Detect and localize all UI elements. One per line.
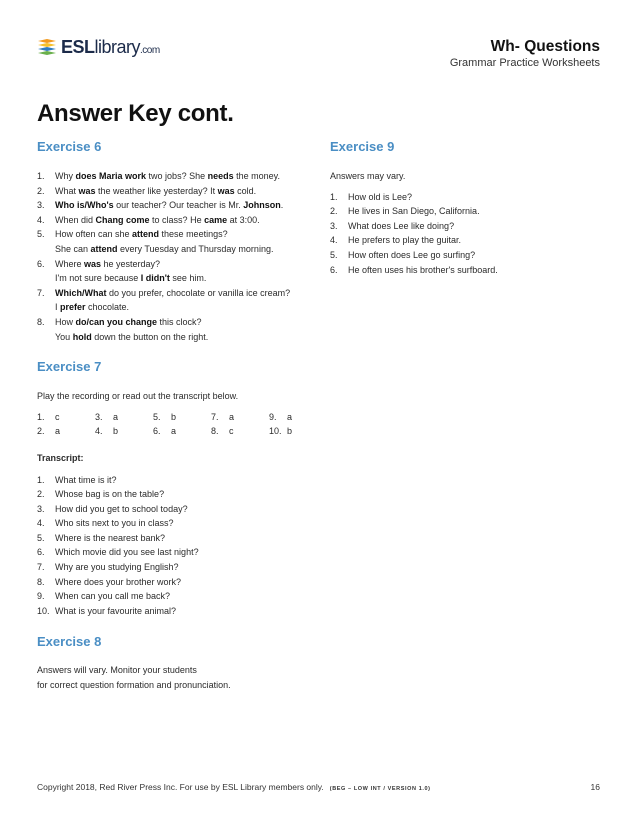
exercise-9-title: Exercise 9 [330, 139, 395, 154]
sentence-text: cold. [234, 185, 257, 196]
answer-number: 10. [269, 426, 282, 437]
answer-cell [211, 424, 269, 439]
answer-bold-text: I didn't [140, 273, 170, 284]
item-number: 8. [37, 316, 45, 327]
copyright-text: Copyright 2018, Red River Press Inc. For use by ESL Library members only. [37, 782, 324, 792]
item-text [55, 213, 307, 228]
sentence-text: to class? He [149, 214, 205, 225]
item-number: 2. [330, 206, 338, 217]
transcript-item [37, 604, 307, 619]
list-item [37, 213, 307, 228]
list-item [37, 198, 307, 213]
sentence-text: every Tuesday and Thursday morning. [117, 243, 274, 254]
list-item-continuation [37, 271, 307, 286]
answer-letter: b [171, 411, 177, 422]
item-number: 9. [37, 591, 45, 602]
exercise-8-text [37, 663, 307, 692]
item-text [55, 198, 307, 213]
answer-cell [37, 424, 95, 439]
sentence-text: this clock? [157, 316, 202, 327]
item-number: 7. [37, 562, 45, 573]
item-number: 6. [330, 264, 338, 275]
answer-cell [153, 410, 211, 425]
list-item [37, 315, 307, 330]
sentence-text: at 3:00. [227, 214, 260, 225]
item-text: How often does Lee go surfing? [348, 249, 476, 260]
sentence-text: How [55, 316, 76, 327]
sentence-text: the money. [233, 171, 280, 181]
sentence-text: You [55, 331, 73, 342]
answer-letter: b [287, 426, 293, 437]
answer-bold-text: was [84, 258, 102, 269]
item-number: 4. [37, 518, 45, 529]
list-item [37, 286, 307, 301]
item-text [55, 315, 307, 330]
sentence-text: two jobs? She [146, 171, 208, 181]
transcript-item [37, 516, 307, 531]
sentence-text: I'm not sure because [55, 273, 141, 284]
item-text: He often uses his brother's surfboard. [348, 264, 498, 275]
item-text [55, 257, 307, 272]
item-text [55, 271, 307, 286]
answer-bold-text: Johnson [243, 200, 281, 211]
answer-letter: a [55, 426, 61, 437]
item-number: 6. [37, 547, 45, 558]
answer-cell [95, 424, 153, 439]
answer-cell [269, 410, 327, 425]
transcript-item [37, 589, 307, 604]
book-stack-icon [37, 38, 57, 56]
sentence-text: What [55, 185, 79, 196]
right-column [330, 138, 600, 277]
answer-bold-text: do/can you change [75, 316, 158, 327]
answer-number: 2. [37, 426, 45, 437]
sentence-text: chocolate. [85, 302, 130, 313]
item-text: Why are you studying English? [55, 562, 179, 573]
list-item [330, 190, 600, 205]
answer-bold-text: attend [90, 243, 118, 254]
answer-letter: a [113, 411, 119, 422]
answer-number: 9. [269, 411, 277, 422]
list-item [37, 169, 307, 184]
answer-bold-text: came [204, 214, 228, 225]
answer-cell [153, 424, 211, 439]
exercise-8-line: Answers will vary. Monitor your students [37, 665, 197, 676]
answer-letter: b [113, 426, 119, 437]
left-column [37, 138, 307, 693]
list-item [37, 184, 307, 199]
answer-letter: a [229, 411, 235, 422]
item-text: Whose bag is on the table? [55, 489, 165, 500]
esl-library-logo [37, 36, 160, 58]
sentence-text: these meetings? [159, 229, 228, 240]
answer-number: 7. [211, 411, 219, 422]
item-number: 3. [330, 220, 338, 231]
transcript-item [37, 575, 307, 590]
sentence-text: do you prefer, chocolate or vanilla ice cream? [106, 287, 291, 298]
worksheet-title: Wh- Questions [490, 38, 600, 55]
item-number: 6. [37, 258, 45, 269]
item-text: He lives in San Diego, California. [348, 206, 480, 217]
answer-number: 1. [37, 411, 45, 422]
answer-number: 4. [95, 426, 103, 437]
answer-bold-text: Which/What [55, 287, 107, 298]
answer-cell [37, 410, 95, 425]
item-number: 5. [37, 532, 45, 543]
transcript-label: Transcript: [37, 452, 84, 463]
transcript-item [37, 487, 307, 502]
item-number: 8. [37, 576, 45, 587]
item-number: 3. [37, 503, 45, 514]
footer [37, 782, 600, 792]
transcript-item [37, 502, 307, 517]
sentence-text: When did [55, 214, 96, 225]
item-text: How did you get to school today? [55, 503, 188, 514]
answer-bold-text: Chang come [95, 214, 150, 225]
item-text [55, 227, 307, 242]
item-text: Where is the nearest bank? [55, 532, 166, 543]
sentence-text: She can [55, 243, 91, 254]
answer-bold-text: does Maria work [75, 171, 147, 181]
exercise-8-title: Exercise 8 [37, 634, 102, 650]
item-text: What is your favourite animal? [55, 605, 177, 616]
answer-letter: a [171, 426, 177, 437]
sentence-text: I [55, 302, 61, 313]
item-text: How old is Lee? [348, 191, 413, 202]
item-text: What time is it? [55, 474, 117, 485]
item-number: 5. [330, 249, 338, 260]
sentence-text: Why [55, 171, 76, 181]
answer-letter: c [229, 426, 234, 437]
list-item [330, 263, 600, 278]
answer-bold-text: was [78, 185, 96, 196]
answer-number: 8. [211, 426, 219, 437]
answer-number: 5. [153, 411, 161, 422]
transcript-item [37, 545, 307, 560]
list-item [37, 257, 307, 272]
list-item-continuation [37, 300, 307, 315]
logo-wordmark: ESLlibrary.com [61, 36, 160, 57]
exercise-9-list [330, 190, 600, 278]
sentence-text: . [280, 200, 284, 211]
list-item [330, 204, 600, 219]
item-number: 2. [37, 489, 45, 500]
item-number: 1. [37, 171, 45, 181]
item-number: 2. [37, 185, 45, 196]
answer-bold-text: prefer [60, 302, 86, 313]
transcript-item [37, 560, 307, 575]
list-item-continuation [37, 330, 307, 345]
item-text [55, 300, 307, 315]
item-number: 4. [37, 214, 45, 225]
item-number: 4. [330, 235, 338, 246]
sentence-text: see him. [169, 273, 207, 284]
item-number: 1. [330, 191, 338, 202]
sentence-text: How often can she [55, 229, 133, 240]
exercise-8-line: for correct question formation and pronunciation. [37, 680, 231, 691]
page-title: Answer Key cont. [37, 100, 234, 127]
level-version-text: (BEG – LOW INT / VERSION 1.0) [329, 786, 431, 792]
item-text: Where does your brother work? [55, 576, 182, 587]
sentence-text: he yesterday? [101, 258, 161, 269]
answer-number: 6. [153, 426, 161, 437]
item-text [55, 330, 307, 345]
exercise-7-intro: Play the recording or read out the transcript below. [37, 391, 239, 402]
item-number: 10. [37, 605, 50, 616]
list-item [330, 248, 600, 263]
answer-bold-text: Who is/Who's [55, 200, 114, 211]
exercise-7-answer-grid [37, 410, 307, 439]
item-text: What does Lee like doing? [348, 220, 455, 231]
sentence-text: Where [55, 258, 85, 269]
sentence-text: the weather like yesterday? It [95, 185, 218, 196]
item-number: 3. [37, 200, 45, 211]
item-text: Which movie did you see last night? [55, 547, 199, 558]
item-text [55, 286, 307, 301]
transcript-item [37, 473, 307, 488]
exercise-6-list [37, 169, 307, 344]
exercise-6-title: Exercise 6 [37, 139, 102, 154]
answer-bold-text: was [217, 185, 235, 196]
answer-letter: a [287, 411, 293, 422]
item-text [55, 169, 307, 184]
list-item [37, 227, 307, 242]
item-text: He prefers to play the guitar. [348, 235, 462, 246]
answer-bold-text: needs [207, 171, 234, 181]
exercise-9-intro: Answers may vary. [330, 171, 406, 181]
answer-cell [211, 410, 269, 425]
exercise-7-title: Exercise 7 [37, 359, 102, 375]
item-number: 7. [37, 287, 45, 298]
item-text: Who sits next to you in class? [55, 518, 174, 529]
page-number: 16 [590, 782, 600, 792]
item-text [55, 184, 307, 199]
list-item [330, 219, 600, 234]
item-text [55, 242, 307, 257]
answer-letter: c [55, 411, 60, 422]
answer-bold-text: attend [132, 229, 160, 240]
answer-cell [269, 424, 327, 439]
sentence-text: down the button on the right. [91, 331, 209, 342]
answer-bold-text: hold [72, 331, 92, 342]
transcript-item [37, 531, 307, 546]
answer-cell [95, 410, 153, 425]
answer-number: 3. [95, 411, 103, 422]
sentence-text: our teacher? Our teacher is Mr. [113, 200, 244, 211]
transcript-list [37, 473, 307, 619]
list-item-continuation [37, 242, 307, 257]
item-text: When can you call me back? [55, 591, 171, 602]
item-number: 5. [37, 229, 45, 240]
worksheet-subtitle: Grammar Practice Worksheets [449, 57, 600, 69]
list-item [330, 233, 600, 248]
item-number: 1. [37, 474, 45, 485]
